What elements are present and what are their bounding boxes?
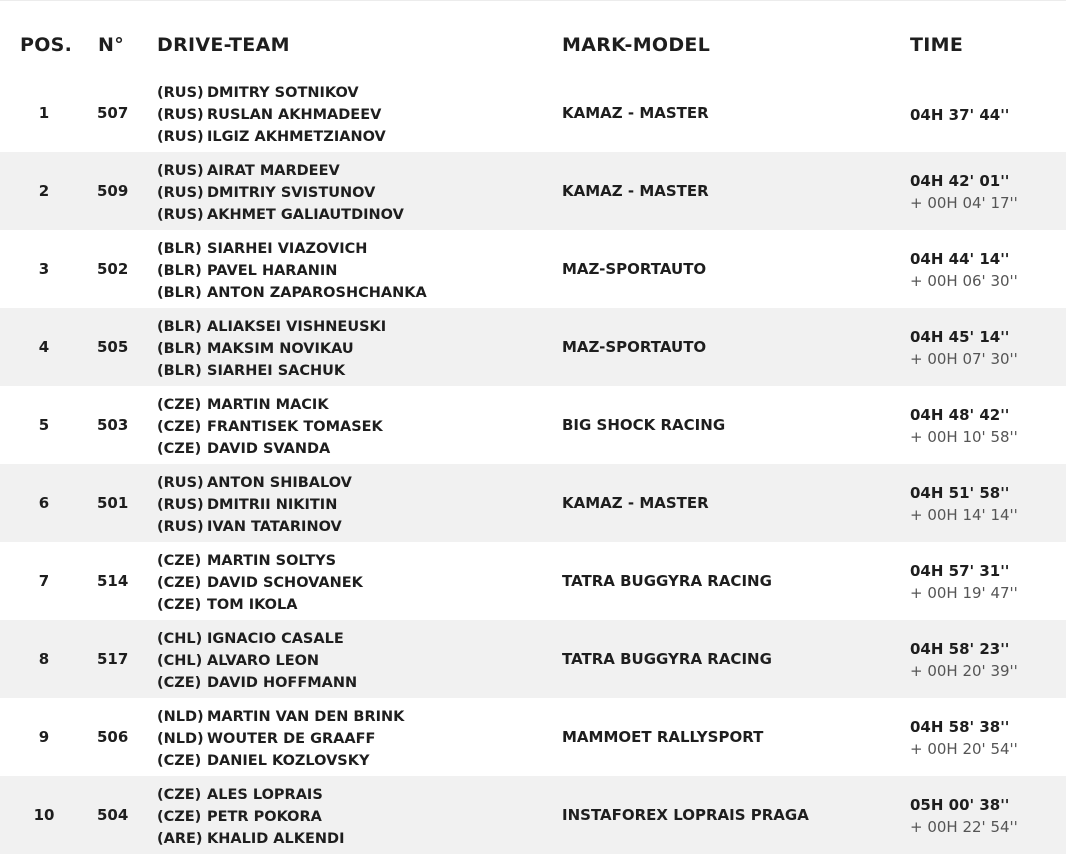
time-cell xyxy=(910,404,1018,448)
crew-name: MARTIN VAN DEN BRINK xyxy=(207,709,405,725)
table-row xyxy=(0,464,1066,542)
crew-name: IGNACIO CASALE xyxy=(207,631,344,647)
crew-nationality: (CZE) xyxy=(157,809,202,825)
crew-nationality: (BLR) xyxy=(157,363,202,379)
header-mark-model: MARK-MODEL xyxy=(562,34,711,56)
drive-team-cell xyxy=(157,82,386,148)
crew-name: DMITRIY SVISTUNOV xyxy=(207,185,376,201)
crew-member xyxy=(157,416,383,438)
crew-member xyxy=(157,238,427,260)
header-pos: POS. xyxy=(20,34,73,56)
crew-nationality: (CZE) xyxy=(157,419,202,435)
time-cell xyxy=(910,248,1018,292)
position-cell: 1 xyxy=(38,104,50,122)
crew-member xyxy=(157,706,404,728)
crew-nationality: (RUS) xyxy=(157,185,204,201)
vehicle-number-cell: 503 xyxy=(97,416,129,434)
crew-name: IVAN TATARINOV xyxy=(207,519,342,535)
crew-member xyxy=(157,806,344,828)
crew-member xyxy=(157,282,427,304)
time-cell xyxy=(910,716,1018,760)
stage-time: 04H 42' 01'' xyxy=(910,172,1010,190)
time-cell xyxy=(910,560,1018,604)
table-row xyxy=(0,698,1066,776)
crew-member xyxy=(157,126,386,148)
crew-member xyxy=(157,316,386,338)
crew-member xyxy=(157,550,363,572)
crew-name: ANTON ZAPAROSHCHANKA xyxy=(207,285,427,301)
crew-nationality: (RUS) xyxy=(157,497,204,513)
time-cell xyxy=(910,326,1018,370)
position-cell: 8 xyxy=(38,650,50,668)
crew-member xyxy=(157,628,357,650)
mark-model-cell: KAMAZ - MASTER xyxy=(562,104,709,122)
position-cell: 5 xyxy=(38,416,50,434)
stage-time: 04H 57' 31'' xyxy=(910,562,1010,580)
crew-name: ILGIZ AKHMETZIANOV xyxy=(207,129,386,145)
crew-nationality: (CHL) xyxy=(157,653,203,669)
crew-nationality: (CZE) xyxy=(157,441,202,457)
mark-model-cell: TATRA BUGGYRA RACING xyxy=(562,650,772,668)
time-cell xyxy=(910,638,1018,682)
drive-team-cell xyxy=(157,160,404,226)
crew-member xyxy=(157,438,383,460)
crew-name: ALVARO LEON xyxy=(207,653,320,669)
crew-nationality: (CZE) xyxy=(157,575,202,591)
time-gap: + 00H 19' 47'' xyxy=(910,584,1018,602)
stage-time: 04H 51' 58'' xyxy=(910,484,1010,502)
crew-member xyxy=(157,572,363,594)
crew-name: DMITRY SOTNIKOV xyxy=(207,85,359,101)
crew-name: DAVID HOFFMANN xyxy=(207,675,358,691)
stage-time: 04H 44' 14'' xyxy=(910,250,1010,268)
crew-nationality: (ARE) xyxy=(157,831,203,847)
mark-model-cell: MAZ-SPORTAUTO xyxy=(562,338,707,356)
crew-member xyxy=(157,160,404,182)
crew-nationality: (CZE) xyxy=(157,753,202,769)
time-gap: + 00H 07' 30'' xyxy=(910,350,1018,368)
crew-nationality: (BLR) xyxy=(157,319,202,335)
crew-name: DMITRII NIKITIN xyxy=(207,497,338,513)
crew-name: DAVID SVANDA xyxy=(207,441,331,457)
crew-member xyxy=(157,104,386,126)
crew-name: FRANTISEK TOMASEK xyxy=(207,419,383,435)
crew-name: WOUTER DE GRAAFF xyxy=(207,731,376,747)
crew-name: SIARHEI SACHUK xyxy=(207,363,346,379)
time-cell xyxy=(910,794,1018,838)
position-cell: 4 xyxy=(38,338,50,356)
stage-time: 05H 00' 38'' xyxy=(910,796,1010,814)
crew-member xyxy=(157,594,363,616)
crew-member xyxy=(157,672,357,694)
time-gap: + 00H 06' 30'' xyxy=(910,272,1018,290)
crew-name: RUSLAN AKHMADEEV xyxy=(207,107,382,123)
drive-team-cell xyxy=(157,784,344,850)
position-cell: 10 xyxy=(33,806,55,824)
table-row xyxy=(0,386,1066,464)
crew-nationality: (NLD) xyxy=(157,731,204,747)
crew-member xyxy=(157,472,352,494)
header-time: TIME xyxy=(910,34,964,56)
drive-team-cell xyxy=(157,238,427,304)
crew-name: DANIEL KOZLOVSKY xyxy=(207,753,370,769)
crew-member xyxy=(157,750,404,772)
table-row xyxy=(0,230,1066,308)
time-gap: + 00H 04' 17'' xyxy=(910,194,1018,212)
crew-nationality: (BLR) xyxy=(157,341,202,357)
crew-member xyxy=(157,516,352,538)
crew-nationality: (RUS) xyxy=(157,163,204,179)
crew-name: PETR POKORA xyxy=(207,809,322,825)
time-gap: + 00H 20' 54'' xyxy=(910,740,1018,758)
time-gap: + 00H 10' 58'' xyxy=(910,428,1018,446)
crew-nationality: (RUS) xyxy=(157,207,204,223)
mark-model-cell: TATRA BUGGYRA RACING xyxy=(562,572,772,590)
crew-member xyxy=(157,828,344,850)
crew-nationality: (BLR) xyxy=(157,285,202,301)
position-cell: 6 xyxy=(38,494,50,512)
vehicle-number-cell: 501 xyxy=(97,494,129,512)
drive-team-cell xyxy=(157,316,386,382)
mark-model-cell: MAMMOET RALLYSPORT xyxy=(562,728,764,746)
crew-member xyxy=(157,82,386,104)
mark-model-cell: MAZ-SPORTAUTO xyxy=(562,260,707,278)
crew-nationality: (CZE) xyxy=(157,553,202,569)
table-row xyxy=(0,152,1066,230)
vehicle-number-cell: 504 xyxy=(97,806,129,824)
crew-name: MARTIN MACIK xyxy=(207,397,329,413)
time-cell xyxy=(910,170,1018,214)
crew-member xyxy=(157,494,352,516)
header-number: N° xyxy=(98,34,125,56)
table-row xyxy=(0,542,1066,620)
crew-name: ALIAKSEI VISHNEUSKI xyxy=(207,319,387,335)
crew-member xyxy=(157,260,427,282)
crew-member xyxy=(157,728,404,750)
crew-nationality: (CZE) xyxy=(157,787,202,803)
crew-nationality: (RUS) xyxy=(157,519,204,535)
crew-name: ANTON SHIBALOV xyxy=(207,475,352,491)
stage-time: 04H 58' 38'' xyxy=(910,718,1010,736)
stage-time: 04H 45' 14'' xyxy=(910,328,1010,346)
table-row xyxy=(0,776,1066,854)
position-cell: 2 xyxy=(38,182,50,200)
time-gap: + 00H 20' 39'' xyxy=(910,662,1018,680)
vehicle-number-cell: 509 xyxy=(97,182,129,200)
crew-name: AIRAT MARDEEV xyxy=(207,163,340,179)
vehicle-number-cell: 507 xyxy=(97,104,129,122)
crew-name: TOM IKOLA xyxy=(207,597,298,613)
drive-team-cell xyxy=(157,472,352,538)
header-drive-team: DRIVE-TEAM xyxy=(157,34,290,56)
crew-name: KHALID ALKENDI xyxy=(207,831,345,847)
vehicle-number-cell: 502 xyxy=(97,260,129,278)
drive-team-cell xyxy=(157,706,404,772)
crew-nationality: (CZE) xyxy=(157,397,202,413)
crew-name: SIARHEI VIAZOVICH xyxy=(207,241,368,257)
crew-nationality: (NLD) xyxy=(157,709,204,725)
time-gap: + 00H 14' 14'' xyxy=(910,506,1018,524)
crew-member xyxy=(157,784,344,806)
crew-nationality: (RUS) xyxy=(157,107,204,123)
crew-nationality: (BLR) xyxy=(157,241,202,257)
vehicle-number-cell: 517 xyxy=(97,650,129,668)
table-header xyxy=(0,0,1066,74)
position-cell: 7 xyxy=(38,572,50,590)
crew-nationality: (RUS) xyxy=(157,129,204,145)
time-cell xyxy=(910,104,1009,126)
mark-model-cell: KAMAZ - MASTER xyxy=(562,494,709,512)
crew-nationality: (CZE) xyxy=(157,597,202,613)
table-row xyxy=(0,620,1066,698)
drive-team-cell xyxy=(157,550,363,616)
crew-name: AKHMET GALIAUTDINOV xyxy=(207,207,404,223)
position-cell: 9 xyxy=(38,728,50,746)
stage-time: 04H 37' 44'' xyxy=(910,106,1010,124)
drive-team-cell xyxy=(157,394,383,460)
mark-model-cell: KAMAZ - MASTER xyxy=(562,182,709,200)
mark-model-cell: INSTAFOREX LOPRAIS PRAGA xyxy=(562,806,809,824)
crew-name: MARTIN SOLTYS xyxy=(207,553,337,569)
crew-member xyxy=(157,204,404,226)
crew-nationality: (RUS) xyxy=(157,85,204,101)
mark-model-cell: BIG SHOCK RACING xyxy=(562,416,726,434)
crew-name: DAVID SCHOVANEK xyxy=(207,575,363,591)
table-row xyxy=(0,308,1066,386)
crew-name: MAKSIM NOVIKAU xyxy=(207,341,354,357)
crew-name: ALES LOPRAIS xyxy=(207,787,323,803)
crew-member xyxy=(157,338,386,360)
crew-name: PAVEL HARANIN xyxy=(207,263,338,279)
drive-team-cell xyxy=(157,628,357,694)
table-row xyxy=(0,74,1066,152)
crew-nationality: (RUS) xyxy=(157,475,204,491)
vehicle-number-cell: 506 xyxy=(97,728,129,746)
crew-nationality: (CHL) xyxy=(157,631,203,647)
crew-member xyxy=(157,394,383,416)
position-cell: 3 xyxy=(38,260,50,278)
time-gap: + 00H 22' 54'' xyxy=(910,818,1018,836)
vehicle-number-cell: 505 xyxy=(97,338,129,356)
stage-time: 04H 58' 23'' xyxy=(910,640,1010,658)
stage-time: 04H 48' 42'' xyxy=(910,406,1010,424)
crew-member xyxy=(157,182,404,204)
crew-member xyxy=(157,360,386,382)
crew-member xyxy=(157,650,357,672)
vehicle-number-cell: 514 xyxy=(97,572,129,590)
crew-nationality: (CZE) xyxy=(157,675,202,691)
crew-nationality: (BLR) xyxy=(157,263,202,279)
time-cell xyxy=(910,482,1018,526)
